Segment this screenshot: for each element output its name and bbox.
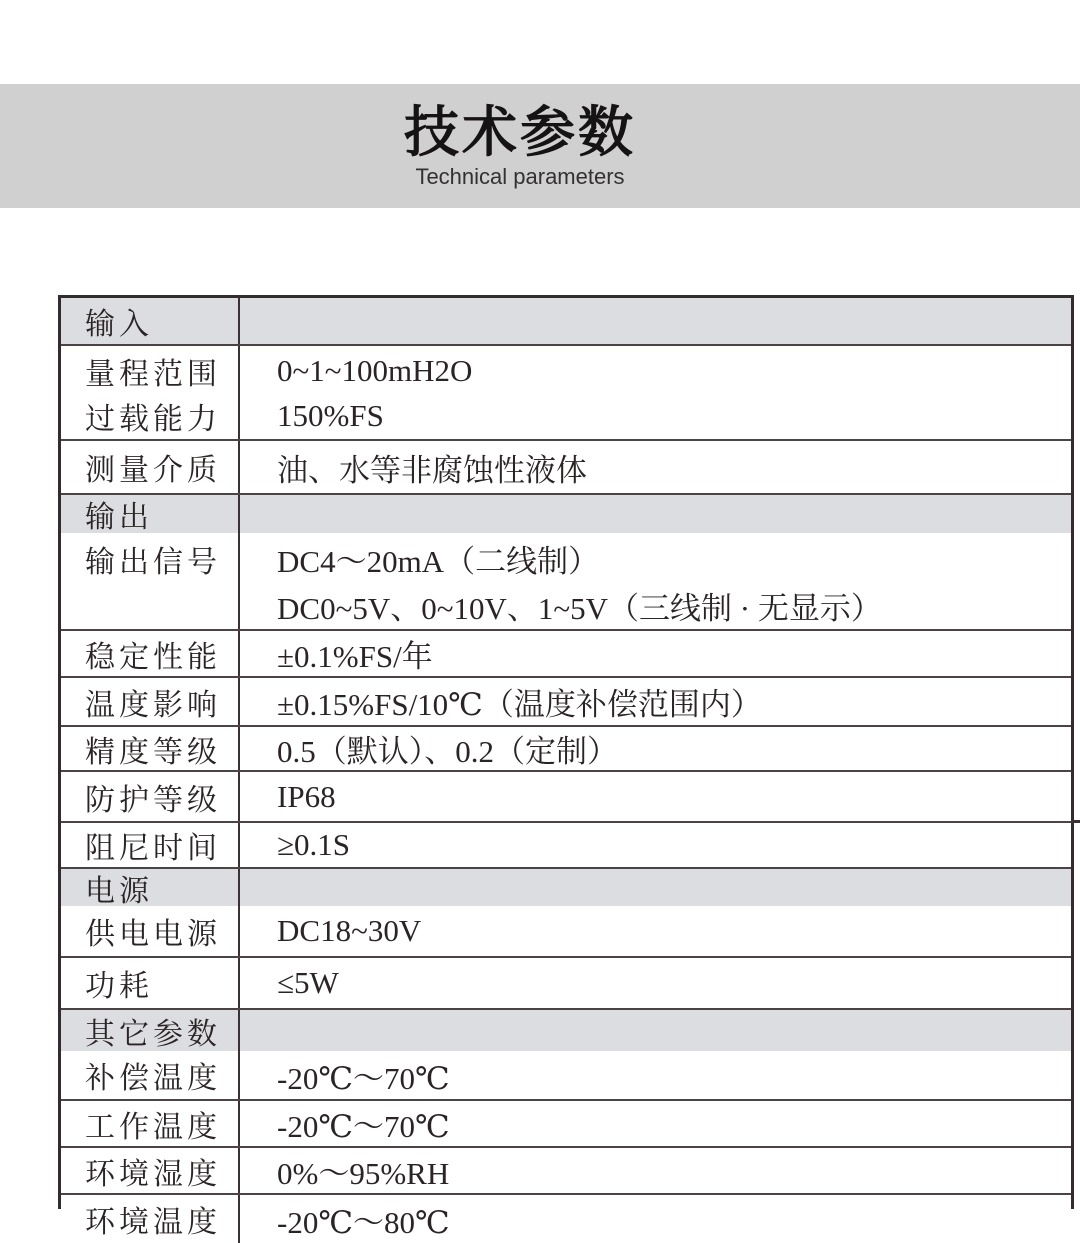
row-label: 过载能力 — [85, 403, 221, 437]
section-empty-cell — [240, 495, 1071, 533]
row-label: 功耗 — [85, 970, 153, 1003]
table-row-consumption — [61, 956, 1071, 1008]
row-label-cell — [61, 727, 240, 770]
table-row-protection — [61, 770, 1071, 821]
row-label-cell — [61, 1051, 240, 1099]
row-label: 精度等级 — [85, 735, 221, 769]
row-value-cell — [240, 346, 1071, 439]
row-label: 温度影响 — [85, 688, 221, 722]
row-value: DC18~30V — [277, 913, 422, 948]
row-label-cell — [61, 1148, 240, 1193]
section-label-cell — [61, 298, 240, 344]
row-value: -20℃～70℃ — [277, 1109, 450, 1144]
section-empty-cell — [240, 298, 1071, 344]
row-value: 0~1~100mH2O — [277, 352, 473, 388]
section-empty-cell — [240, 1010, 1071, 1051]
row-value-cell — [240, 533, 1071, 629]
row-value: ≤5W — [277, 965, 339, 1000]
row-value-cell — [240, 958, 1071, 1008]
row-value: IP68 — [277, 778, 336, 814]
row-label: 输出信号 — [85, 545, 221, 579]
row-value-cell — [240, 823, 1071, 867]
table-row-range-overload — [61, 344, 1071, 439]
table-section-row-input — [61, 298, 1071, 344]
row-label-cell — [61, 958, 240, 1008]
row-label-cell — [61, 631, 240, 676]
table-row-damping — [61, 821, 1071, 867]
row-value: 150%FS — [277, 398, 384, 434]
row-value-cell — [240, 631, 1071, 676]
row-value: 0.5（默认）、0.2（定制） — [277, 734, 618, 769]
row-value: 油、水等非腐蚀性液体 — [277, 452, 587, 488]
row-value: -20℃～80℃ — [277, 1204, 450, 1240]
row-label: 阻尼时间 — [85, 832, 221, 865]
row-label-cell — [61, 1195, 240, 1243]
table-row-ambient-humidity — [61, 1146, 1071, 1193]
section-label-cell — [61, 869, 240, 906]
section-label: 输出 — [85, 501, 153, 534]
page-title: 技术参数 — [403, 101, 636, 163]
page-subtitle: Technical parameters — [415, 164, 625, 189]
section-label: 输入 — [85, 308, 153, 341]
table-row-supply — [61, 906, 1071, 956]
row-value-cell — [240, 441, 1071, 493]
table-row-temp-effect — [61, 676, 1071, 725]
row-label-cell — [61, 823, 240, 867]
row-value-cell — [240, 1148, 1071, 1193]
row-label-cell — [61, 441, 240, 493]
table-section-row-output — [61, 493, 1071, 533]
row-value: DC4～20mA（二线制） — [277, 544, 600, 579]
row-label: 工作温度 — [85, 1110, 221, 1144]
section-banner — [0, 84, 1080, 208]
section-label: 其它参数 — [85, 1017, 221, 1051]
banner-text-block — [404, 102, 636, 190]
row-label: 补偿温度 — [85, 1062, 221, 1095]
row-label: 供电电源 — [85, 918, 221, 951]
row-value: -20℃～70℃ — [277, 1060, 450, 1096]
row-label: 环境湿度 — [85, 1157, 221, 1191]
row-value-cell — [240, 1051, 1071, 1099]
row-value-cell — [240, 727, 1071, 770]
row-value: ±0.15%FS/10℃（温度补偿范围内） — [277, 687, 762, 722]
table-row-output-signal — [61, 533, 1071, 629]
spec-table — [58, 295, 1074, 1240]
row-label-cell — [61, 906, 240, 956]
row-label: 量程范围 — [85, 357, 221, 391]
row-label: 防护等级 — [85, 783, 221, 817]
row-label: 稳定性能 — [85, 640, 221, 674]
row-value-cell — [240, 678, 1071, 725]
row-value: 0%～95%RH — [277, 1156, 450, 1191]
row-label: 环境温度 — [85, 1206, 221, 1239]
table-row-working-temp — [61, 1099, 1071, 1146]
table-section-row-power — [61, 867, 1071, 906]
row-value-cell — [240, 1195, 1071, 1243]
row-value: ±0.1%FS/年 — [277, 639, 433, 674]
row-value: DC0~5V、0~10V、1~5V（三线制 · 无显示） — [277, 591, 882, 626]
table-row-ambient-temp — [61, 1193, 1071, 1243]
row-label: 测量介质 — [85, 454, 221, 487]
section-label-cell — [61, 1010, 240, 1051]
table-row-medium — [61, 439, 1071, 493]
section-label: 电源 — [85, 874, 153, 908]
row-label-cell — [61, 772, 240, 821]
row-value-cell — [240, 1101, 1071, 1146]
row-value-cell — [240, 772, 1071, 821]
table-row-compensation-temp — [61, 1051, 1071, 1099]
row-value-cell — [240, 906, 1071, 956]
section-label-cell — [61, 495, 240, 533]
row-label-cell — [61, 533, 240, 629]
table-row-stability — [61, 629, 1071, 676]
table-section-row-other — [61, 1008, 1071, 1051]
row-value: ≥0.1S — [277, 827, 351, 862]
row-border-overrun-line — [1071, 820, 1080, 823]
section-empty-cell — [240, 869, 1071, 906]
row-label-cell — [61, 678, 240, 725]
row-label-cell — [61, 346, 240, 439]
row-label-cell — [61, 1101, 240, 1146]
table-row-accuracy — [61, 725, 1071, 770]
